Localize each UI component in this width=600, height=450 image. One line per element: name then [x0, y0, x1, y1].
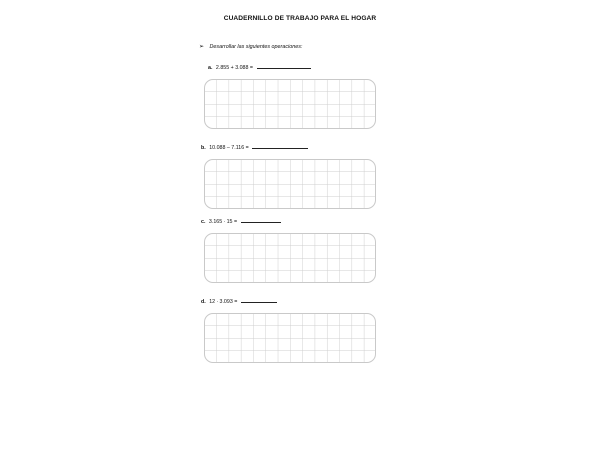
instruction [199, 43, 302, 50]
exercise-label: d. [201, 299, 206, 305]
answer-blank[interactable] [252, 143, 308, 149]
exercise-expression: 12 ∙ 3.093 = [209, 299, 238, 305]
arrow-bullet-icon: ➢ [199, 44, 205, 50]
exercise-expression: 10.088 – 7.116 = [209, 145, 249, 151]
work-grid-c[interactable] [204, 233, 376, 283]
exercise-expression: 3.165 ∙ 15 = [208, 219, 238, 225]
exercise-b [201, 143, 308, 151]
exercise-c [201, 217, 281, 225]
exercise-expression: 2.855 + 3.088 = [215, 65, 254, 71]
exercise-label: a. [208, 65, 213, 71]
instruction-text: Desarrollar las siguientes operaciones: [209, 44, 303, 50]
answer-blank[interactable] [241, 217, 281, 223]
answer-blank[interactable] [257, 63, 311, 69]
work-grid-a[interactable] [204, 79, 376, 129]
exercise-label: b. [201, 145, 206, 151]
exercise-d [201, 297, 277, 305]
page-title: CUADERNILLO DE TRABAJO PARA EL HOGAR [223, 15, 377, 22]
exercise-label: c. [201, 219, 206, 225]
exercise-a [208, 63, 311, 71]
work-grid-b[interactable] [204, 159, 376, 209]
work-grid-d[interactable] [204, 313, 376, 363]
answer-blank[interactable] [241, 297, 277, 303]
